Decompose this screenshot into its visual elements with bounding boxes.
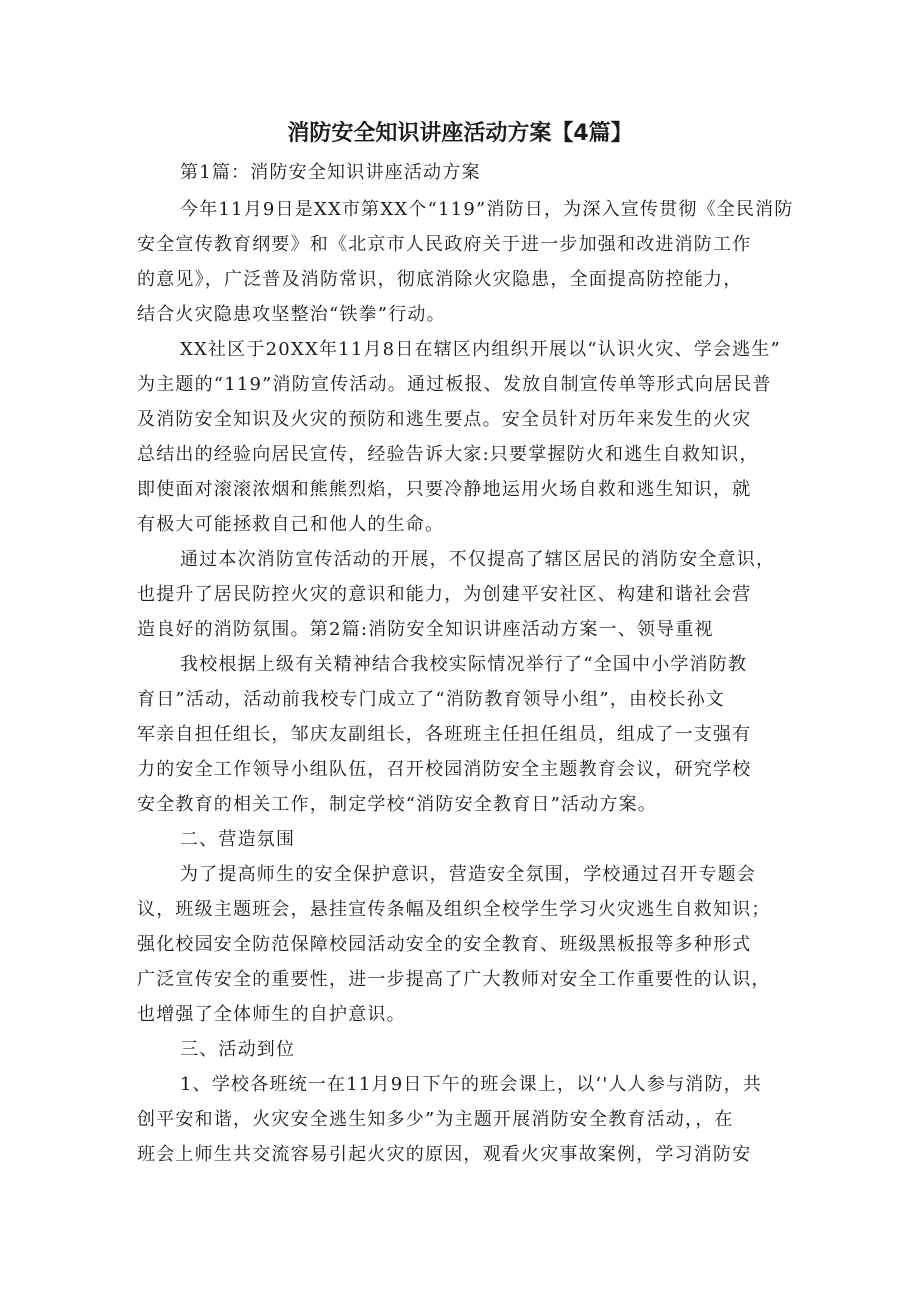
- text-line: 即使面对滚滚浓烟和熊熊烈焰，只要冷静地运用火场自救和逃生知识，就: [137, 479, 752, 500]
- text-line: 及消防安全知识及火灾的预防和逃生要点。安全员针对历年来发生的火灾: [137, 409, 752, 430]
- text-line: 为主题的“119”消防宣传活动。通过板报、发放自制宣传单等形式向居民普: [137, 374, 772, 395]
- text-line: 今年11月9日是XX市第XX个“119”消防日，为深入宣传贯彻《全民消防: [180, 199, 794, 220]
- text-line: 1、学校各班统一在11月9日下午的班会课上，以‘'人人参与消防，共: [180, 1074, 763, 1095]
- document-title: 消防安全知识讲座活动方案【4篇】: [287, 121, 633, 146]
- text-line: 总结出的经验向居民宣传，经验告诉大家:只要掌握防火和逃生自救知识，: [137, 444, 759, 465]
- text-line: 力的安全工作领导小组队伍，召开校园消防安全主题教育会议，研究学校: [137, 759, 752, 780]
- text-line: 结合火灾隐患攻坚整治“铁拳”行动。: [137, 304, 446, 325]
- section-heading: 二、营造氛围: [180, 829, 296, 850]
- text-line: 有极大可能拯救自己和他人的生命。: [137, 514, 445, 535]
- text-line: 通过本次消防宣传活动的开展，不仅提高了辖区居民的消防安全意识，: [180, 549, 776, 570]
- text-line: 造良好的消防氛围。第2篇:消防安全知识讲座活动方案一、领导重视: [137, 619, 714, 640]
- section-heading: 三、活动到位: [180, 1039, 296, 1060]
- text-line: 安全宣传教育纲要》和《北京市人民政府关于进一步加强和改进消防工作: [137, 234, 752, 255]
- text-line: 也提升了居民防控火灾的意识和能力，为创建平安社区、构建和谐社会营: [137, 584, 752, 605]
- text-line: 第1篇：消防安全知识讲座活动方案: [180, 162, 481, 183]
- text-line: XX社区于20XX年11月8日在辖区内组织开展以“认识火灾、学会逃生”: [180, 339, 781, 360]
- text-line: 军亲自担任组长，邹庆友副组长，各班班主任担任组员，组成了一支强有: [137, 724, 752, 745]
- text-line: 育日”活动，活动前我校专门成立了“消防教育领导小组”，由校长孙文: [137, 689, 726, 710]
- text-line: 为了提高师生的安全保护意识，营造安全氛围，学校通过召开专题会: [180, 864, 756, 885]
- text-line: 创平安和谐，火灾安全逃生知多少”为主题开展消防安全教育活动，，在: [137, 1109, 734, 1130]
- text-line: 也增强了全体师生的自护意识。: [137, 1004, 406, 1025]
- text-line: 议，班级主题班会，悬挂宣传条幅及组织全校学生学习火灾逃生自救知识；: [137, 899, 771, 920]
- text-line: 班会上师生共交流容易引起火灾的原因，观看火灾事故案例，学习消防安: [137, 1144, 752, 1165]
- text-line: 安全教育的相关工作，制定学校“消防安全教育日”活动方案。: [137, 794, 658, 815]
- text-line: 强化校园安全防范保障校园活动安全的安全教育、班级黑板报等多种形式: [137, 934, 752, 955]
- text-line: 我校根据上级有关精神结合我校实际情况举行了“全国中小学消防教: [180, 654, 748, 675]
- text-line: 广泛宣传安全的重要性，进一步提高了广大教师对安全工作重要性的认识，: [137, 969, 771, 990]
- text-line: 的意见》，广泛普及消防常识，彻底消除火灾隐患，全面提高防控能力，: [137, 269, 743, 290]
